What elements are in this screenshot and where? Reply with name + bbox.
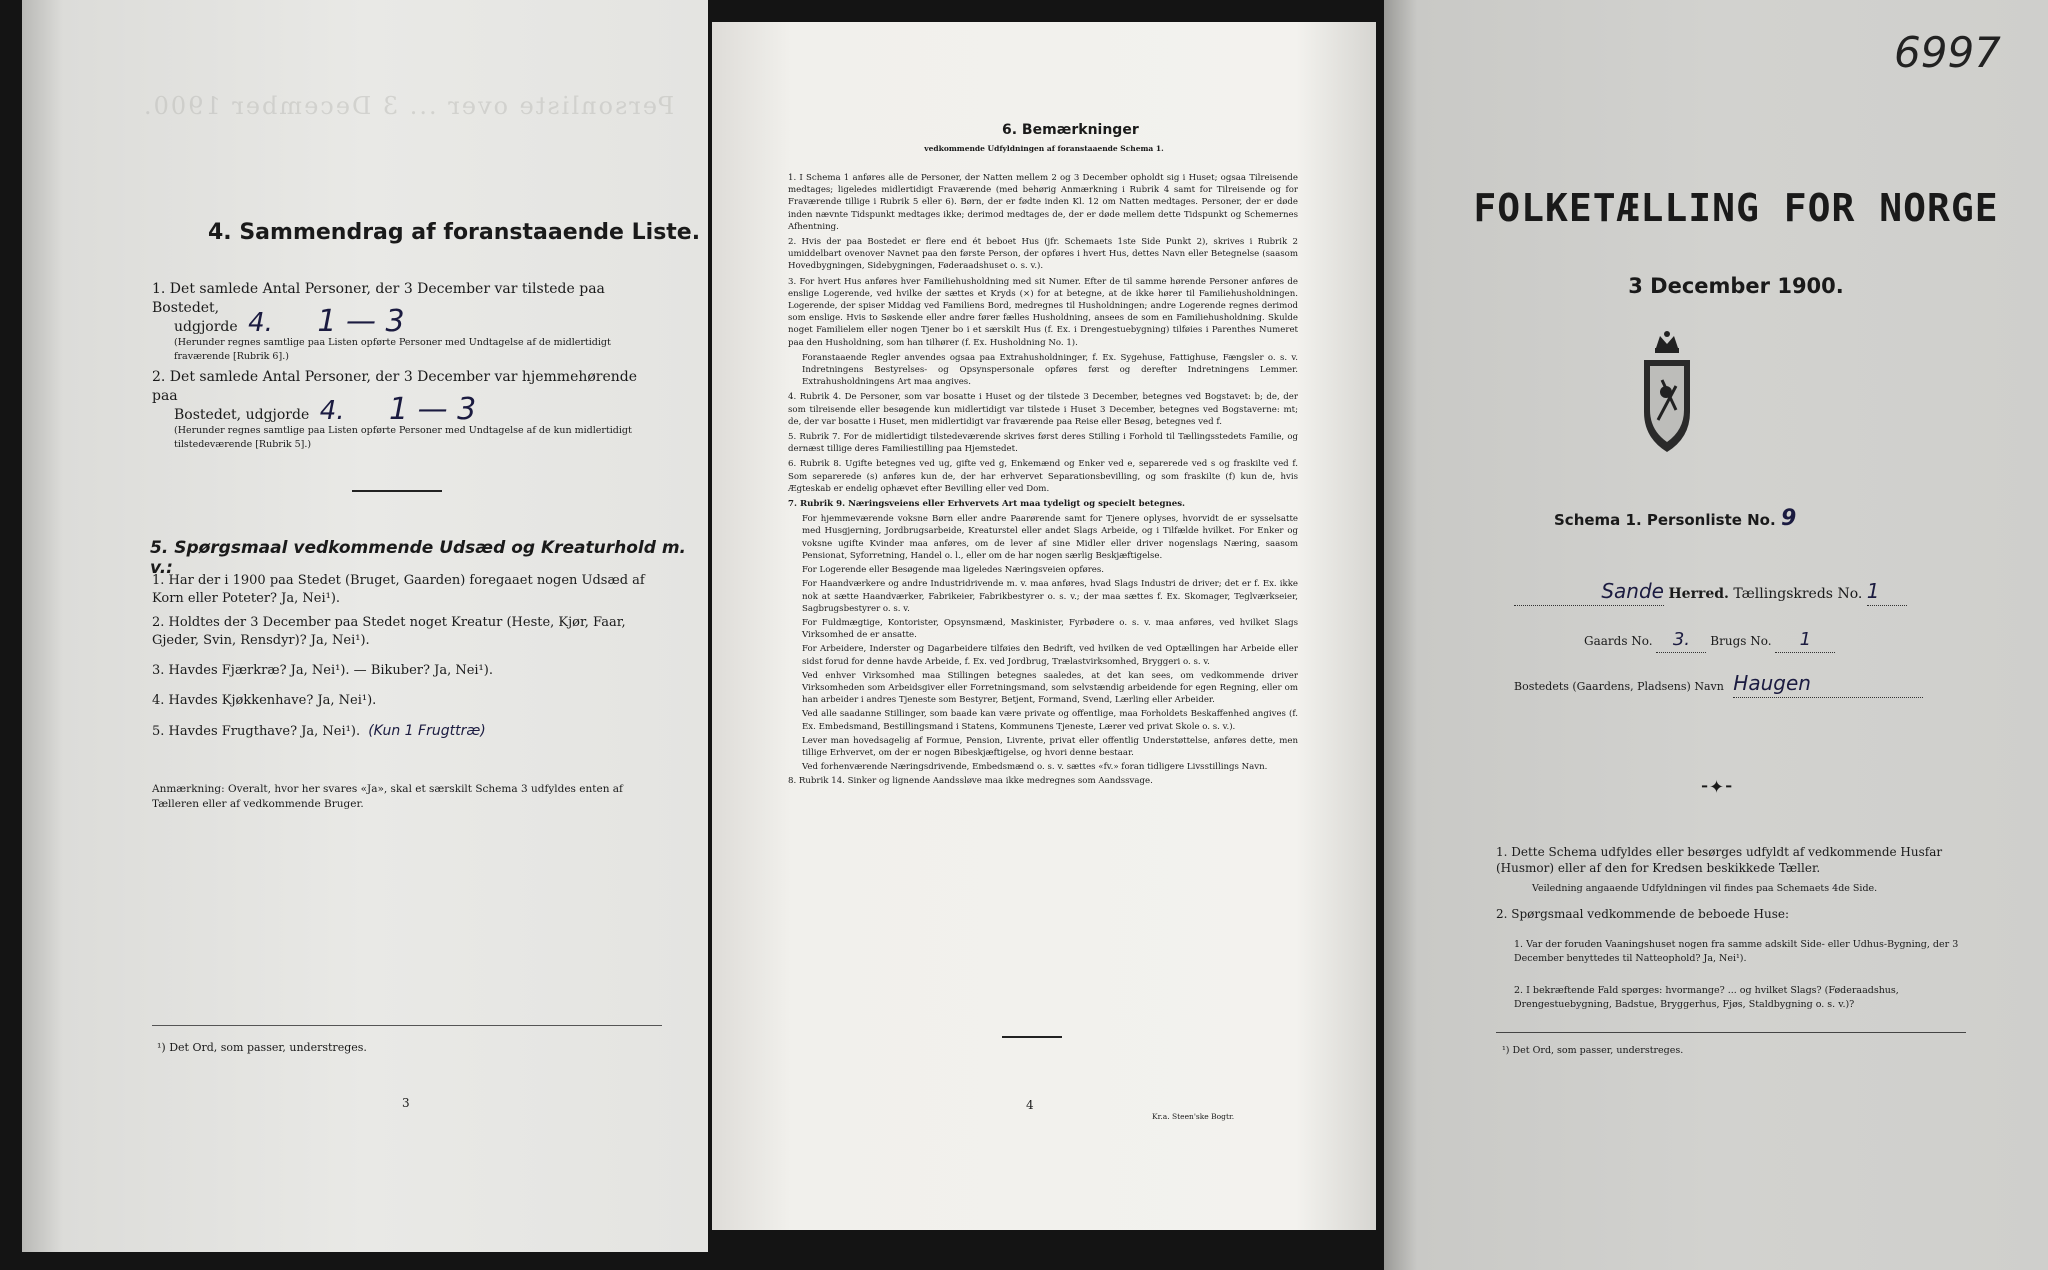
divider [1002, 1036, 1062, 1038]
brugs-label: Brugs No. [1710, 634, 1772, 648]
footnote-rule [1496, 1032, 1966, 1033]
schema-no: 9 [1780, 506, 1797, 531]
page-left [22, 0, 708, 1252]
coat-of-arms-icon [1636, 330, 1698, 460]
remark-item: 6. Rubrik 8. Ugifte betegnes ved ug, gifte ved g, Enkemænd og Enker ved e, separerede ved s og fraskilte ved f. Som separerede (s) anføres kun de, der har erhvervet Separationsbevilling, og som fraskilte (f) kun de, hvis Ægteskab er endelig ophævet efter Bevilling eller ved Dom. [788, 459, 1298, 494]
remark-item: Foranstaaende Regler anvendes ogsaa paa Extrahusholdninger, f. Ex. Sygehuse, Fattighuse, Fængsler o. s. v. Indretningens Bestyrelses- og Opsynspersonale opføres først og derefter Indretningens Lemmer. Extrahusholdningens Art maa angives. [802, 352, 1298, 388]
remark-item: 5. Rubrik 7. For de midlertidigt tilstedeværende skrives først deres Stilling i Forhold til Tællingsstedets Familie, og dernæst tillige deres Familiestilling paa Hjemstedet. [788, 432, 1298, 455]
remarks-list [788, 172, 1298, 790]
cover-title: FOLKETÆLLING FOR NORGE [1473, 186, 1999, 230]
q1-text: 1. Det samlede Antal Personer, der 3 December var tilstede paa Bostedet, [152, 281, 605, 316]
page-right-cover [1384, 0, 2048, 1270]
instruction-2-q1: 1. Var der foruden Vaaningshuset nogen fra samme adskilt Side- eller Udhus-Bygning, der 3 December benyttedes til Natteophold? Ja, Nei¹). [1514, 939, 1959, 964]
remark-item: 7. Rubrik 9. Næringsveiens eller Erhvervets Art maa tydeligt og specielt betegnes. [788, 499, 1186, 510]
remark-item: For hjemmeværende voksne Børn eller andre Paarørende samt for Tjenere oplyses, hvorvidt de er sysselsatte med Husgjerning, Jordbrugsarbeide, Kreaturstel eller andet Slags Arbeide, og i Tilfælde hvilket. For Enker og voksne ugifte Kvinder maa anføres, om de lever af sine Midler eller driver nogenslags Næring, saasom Pensionat, Syforretning, Handel o. l., eller om de har nogen særlig Beskjæftigelse. [802, 514, 1298, 561]
page-number-left: 3 [402, 1096, 410, 1110]
instruction-1: 1. Dette Schema udfyldes eller besørges udfyldt af vedkommende Husfar (Husmor) eller af den for Kredsen beskikkede Tæller. [1496, 845, 1943, 876]
kreds-label: Tællingskreds No. [1733, 586, 1863, 602]
remark-item: Ved enhver Virksomhed maa Stillingen betegnes saaledes, at det kan sees, om vedkommende driver Virksomheden som Arbeidsgiver eller Forretningsmand, som selvstændig arbeidende for egen Regning, eller om han arbeider i andres Tjeneste som Bestyrer, Betjent, Formand, Svend, Lærling eller Arbeider. [802, 670, 1298, 706]
s5-q5 [152, 722, 692, 741]
archive-number: 6997 [1894, 28, 2001, 77]
schema-line [1554, 504, 1796, 534]
footnote: ¹) Det Ord, som passer, understreges. [157, 1041, 367, 1054]
instruction-2-q2: 2. I bekræftende Fald spørges: hvormange? ... og hvilket Slags? (Føderaadshus, Drengestuebygning, Badstue, Bryggerhus, Fjøs, Staldbygning o. s. v.)? [1514, 985, 1899, 1010]
gaards-label: Gaards No. [1584, 634, 1653, 648]
remark-item: Lever man hovedsagelig af Formue, Pension, Livrente, privat eller offentlig Understøttelse, anføres dette, men tillige Erhvervet, om der er nogen Bibeskjæftigelse, og hvori denne bestaar. [802, 735, 1298, 758]
s5-q3: 3. Havdes Fjærkræ? Ja, Nei¹). — Bikuber? Ja, Nei¹). [152, 663, 493, 678]
ornament-icon: ⁃✦⁃ [1700, 777, 1734, 798]
ghost-bleedthrough: Personliste over ... 3 December 1900. [142, 92, 675, 120]
q1-udgjorde: udgjorde [174, 319, 238, 335]
printer-mark: Kr.a. Steen'ske Bogtr. [1152, 1112, 1235, 1121]
q1-answer-a: 4. [248, 308, 273, 338]
section4-title: 4. Sammendrag af foranstaaende Liste. [208, 220, 701, 245]
remark-item: 8. Rubrik 14. Sinker og lignende Aandssløve maa ikke medregnes som Aandssvage. [788, 776, 1153, 787]
remarks-subtitle: vedkommende Udfyldningen af foranstaaende Schema 1. [924, 144, 1164, 153]
schema-label: Schema 1. Personliste No. [1554, 511, 1776, 529]
remarks-title: 6. Bemærkninger [1002, 122, 1139, 138]
cover-date: 3 December 1900. [1628, 274, 1844, 298]
remark-item: 4. Rubrik 4. De Personer, som var bosatte i Huset og der tilstede 3 December, betegnes ved Bogstavet: b; de, der som tilreisende eller besøgende kun midlertidigt var tilstede i Huset 3 December, betegnes ved Bogstaverne: mt; de, der var bosatte i Huset, men midlertidigt var fraværende paa Reise eller Besøg, betegnes ved f. [788, 392, 1298, 427]
divider [352, 490, 442, 492]
remark-item: Ved alle saadanne Stillinger, som baade kan være private og offentlige, maa Forholdets Beskaffenhed angives (f. Ex. Embedsmand, Bestillingsmand i Statens, Kommunens Tjeneste, Lærer ved privat Skole o. s. v.). [802, 709, 1298, 732]
q2-answer-a: 4. [319, 396, 345, 426]
q2-answer-b: 1 — 3 [388, 392, 477, 427]
section5-title: 5. Spørgsmaal vedkommende Udsæd og Kreaturhold m. v.: [150, 538, 687, 578]
footnote: ¹) Det Ord, som passer, understreges. [1502, 1045, 1684, 1056]
herred-value: Sande [1514, 578, 1664, 606]
anmerkning: Anmærkning: Overalt, hvor her svares «Ja», skal et særskilt Schema 3 udfyldes enten af Tælleren eller af vedkommende Bruger. [152, 783, 623, 811]
page-middle [712, 22, 1376, 1230]
remark-item: Ved forhenværende Næringsdrivende, Embedsmænd o. s. v. sættes «fv.» foran tidligere Livsstillings Navn. [802, 762, 1268, 773]
footnote-rule [152, 1025, 662, 1026]
s5-q5-text: 5. Havdes Frugthave? Ja, Nei¹). [152, 724, 361, 739]
bosted-value: Haugen [1733, 670, 1923, 698]
q1-note: (Herunder regnes samtlige paa Listen opførte Personer med Undtagelse af de midlertidigt fraværende [Rubrik 6].) [174, 337, 611, 362]
bosted-line [1514, 670, 1994, 698]
kreds-value: 1 [1867, 578, 1907, 606]
s5-q1: 1. Har der i 1900 paa Stedet (Bruget, Gaarden) foregaaet nogen Udsæd af Korn eller Poteter? Ja, Nei¹). [152, 573, 645, 606]
section4-q2: 2. Det samlede Antal Personer, der 3 December var hjemmehørende paa [152, 369, 638, 404]
remark-item: 3. For hvert Hus anføres hver Familiehusholdning med sit Numer. Efter de til samme hørende Personer anføres de enslige Logerende, ved hvilke der sættes et Kryds (×) for at betegne, at de ikke hører til Familiehusholdningen. Logerende, der spiser Middag ved Familiens Bord, medregnes til Husholdningen; andre Logerende regnes derimod som enslige. Hvis to Søskende eller andre fører fælles Husholdning, ansees de som en Familiehusholdning. Skulde noget Familielem eller nogen Tjener bo i et særskilt Hus (f. Ex. i Drengestuebygning) tilføies i Parenthes Numeret paa den Husholdning, som han tilhører (f. Ex. Husholdning No. 1). [788, 276, 1298, 348]
herred-label: Herred. [1668, 586, 1729, 602]
remark-item: 2. Hvis der paa Bostedet er flere end ét beboet Hus (jfr. Schemaets 1ste Side Punkt 2), skrives i Rubrik 2 umiddelbart ovenover Navnet paa den første Person, der opføres i hvert Hus, dettes Navn eller Betegnelse (saasom Hovedbygningen, Sidebygningen, Føderaadshuset o. s. v.). [788, 237, 1298, 272]
remark-item: For Arbeidere, Inderster og Dagarbeidere tilføies den Bedrift, ved hvilken de ved Optællingen har Arbeide eller sidst forud for denne havde Arbeide, f. Ex. ved Jordbrug, Trælastvirksomhed, Bryggeri o. s. v. [802, 644, 1298, 667]
page-number-middle: 4 [1026, 1098, 1034, 1112]
instruction-1-note: Veiledning angaaende Udfyldningen vil findes paa Schemaets 4de Side. [1532, 883, 1878, 894]
remark-item: For Haandværkere og andre Industridrivende m. v. maa anføres, hvad Slags Industri de driver; det er f. Ex. ikke nok at sætte Haandværker, Fabrikeier, Fabrikbestyrer o. s. v.; der maa sættes f. Ex. Skomager, Teglværkseier, Sagbrugsbestyrer o. s. v. [802, 579, 1298, 614]
q1-answer-b: 1 — 3 [317, 304, 405, 339]
remark-item: For Logerende eller Besøgende maa ligeledes Næringsveien opføres. [802, 565, 1105, 576]
remark-item: For Fuldmægtige, Kontorister, Opsynsmænd, Maskinister, Fyrbødere o. s. v. maa anføres, ved hvilket Slags Virksomhed de er ansatte. [802, 617, 1298, 641]
gaards-line [1584, 628, 1835, 653]
s5-q5-hand: (Kun 1 Frugttræ) [368, 723, 486, 739]
gaards-value: 3. [1656, 628, 1706, 653]
herred-line [1514, 578, 1994, 606]
s5-q4: 4. Havdes Kjøkkenhave? Ja, Nei¹). [152, 693, 377, 708]
q2-note: (Herunder regnes samtlige paa Listen opførte Personer med Undtagelse af de kun midlertidigt tilstedeværende [Rubrik 5].) [174, 425, 632, 450]
q2-bostedet: Bostedet, udgjorde [174, 407, 310, 423]
s5-q2: 2. Holdtes der 3 December paa Stedet noget Kreatur (Heste, Kjør, Faar, Gjeder, Svin, Rensdyr)? Ja, Nei¹). [152, 615, 626, 648]
bosted-label: Bostedets (Gaardens, Pladsens) Navn [1514, 680, 1724, 693]
instruction-2: 2. Spørgsmaal vedkommende de beboede Huse: [1496, 907, 1790, 921]
brugs-value: 1 [1775, 628, 1835, 653]
remark-item: 1. I Schema 1 anføres alle de Personer, der Natten mellem 2 og 3 December opholdt sig i Huset; ogsaa Tilreisende medtages; ligeledes midlertidigt Fraværende (med behørig Anmærkning i Rubrik 4 samt for Tilreisende og for Fraværende tillige i Rubrik 5 eller 6). Børn, der er fødte inden Kl. 12 om Natten medtages. Personer, der er døde inden nævnte Tidspunkt medtages ikke; derimod medtages de, der er døde mellem dette Tidspunkt og Schemernes Afhentning. [788, 173, 1298, 232]
